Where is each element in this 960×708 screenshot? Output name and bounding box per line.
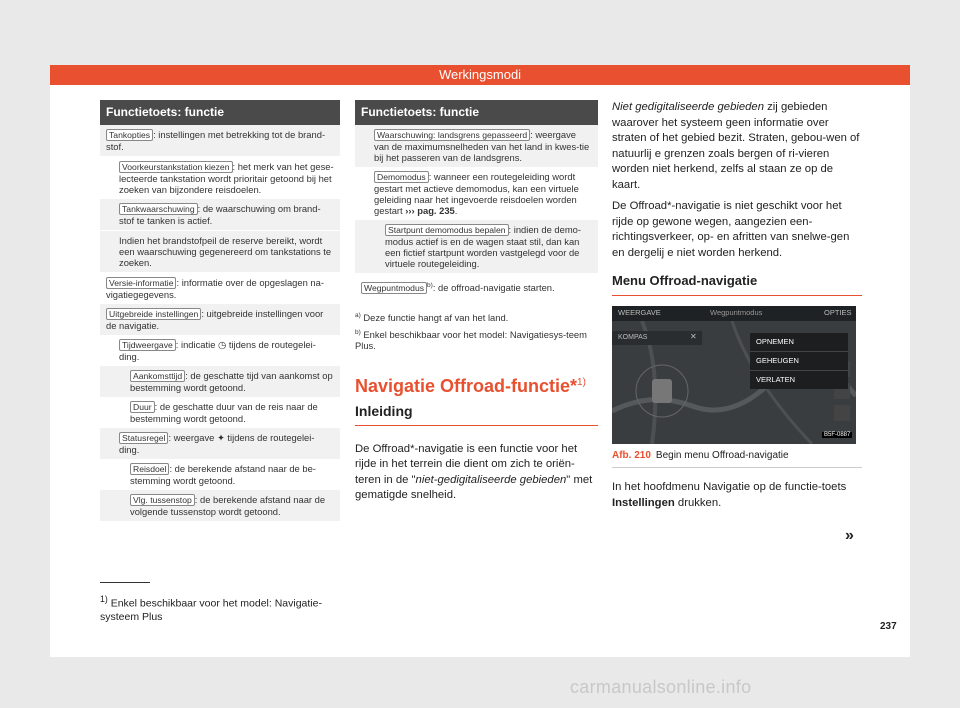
table-row: Reisdoel : de berekende afstand naar de be-stemming wordt getoond.: [130, 463, 316, 486]
function-key: Aankomsttijd: [130, 370, 185, 382]
function-key: Tankwaarschuwing: [119, 203, 198, 215]
close-icon[interactable]: ✕: [690, 332, 697, 341]
footnote: $^{1)}$ Enkel beschikbaar voor het model: Navigatie-systeem Plus: [100, 594, 322, 623]
table-note: $^{b)}$ Enkel beschikbaar voor het model: Navigatiesys-teem Plus.: [355, 328, 587, 352]
tab-opties[interactable]: OPTIES: [824, 308, 852, 317]
tab-wegpuntmodus: Wegpuntmodus: [710, 308, 763, 317]
clock-icon: ◷: [218, 339, 227, 350]
table-row: Aankomsttijd : de geschatte tijd van aankomst op bestemming wordt getoond.: [100, 366, 340, 397]
function-key: Voorkeurstankstation kiezen: [119, 161, 233, 173]
paragraph: Niet gedigitaliseerde gebieden zij gebieden waarover het systeem geen informatie over straten of het gebied bezit. Straten, gebou-wen of natuurlij e grenzen zoals bergen of ri-vieren worden niet herkend, zelfs al staan ze op de kaart.: [612, 101, 860, 191]
table-row: Tijdweergave : indicatie ◷ tijdens de routegelei-ding.: [119, 339, 316, 362]
footnote-divider: [100, 582, 150, 583]
function-key: Duur: [130, 401, 155, 413]
menu-heading: Menu Offroad-navigatie: [612, 273, 862, 296]
function-key: Wegpuntmodus: [361, 282, 427, 294]
compass-icon: ✦: [216, 432, 225, 443]
options-menu: [750, 333, 848, 389]
function-key: Demomodus: [374, 171, 429, 183]
function-key: Tankopties: [106, 129, 153, 141]
page-number: 237: [880, 621, 897, 632]
section-title: Navigatie Offroad-functie*$^{1)}$: [355, 375, 586, 396]
function-key: Tijdweergave: [119, 339, 176, 351]
function-key: Startpunt demomodus bepalen: [385, 224, 509, 236]
table-title: Functietoets: functie: [100, 100, 340, 125]
paragraph: In het hoofdmenu Navigatie op de functie-toets Instellingen drukken.: [612, 481, 847, 509]
subsection-title: Inleiding: [355, 403, 598, 426]
table-row: Tankwaarschuwing : de waarschuwing om brand-stof te tanken is actief.: [100, 199, 340, 230]
table-notes: [355, 310, 598, 352]
tab-weergave[interactable]: WEERGAVE: [618, 308, 661, 317]
figure-code: B5F-0887: [824, 432, 851, 438]
figure-caption: Afb. 210 Begin menu Offroad-navigatie: [612, 444, 862, 468]
section-header: Werkingsmodi: [50, 65, 910, 85]
text-column-3: [612, 100, 862, 517]
menu-item-opnemen[interactable]: OPNEMEN: [750, 333, 848, 352]
function-table-1: [100, 100, 340, 521]
table-row: Tankopties : instellingen met betrekking tot de brand-stof.: [100, 125, 340, 156]
kompas-label: KOMPAS: [618, 334, 648, 341]
function-key: Waarschuwing: landsgrens gepasseerd: [374, 129, 530, 141]
paragraph: De Offroad*-navigatie is niet geschikt voor het rijde op gewone wegen, aangezien een-richtingsverkeer, op- en afritten van snelwe-gen en dergelij e niet worden herkend.: [612, 200, 850, 259]
table-row: Duur : de geschatte duur van de reis naar de bestemming wordt getoond.: [130, 401, 318, 424]
table-row: Demomodus : wanneer een routegeleiding wordt gestart met actieve demomodus, kan een virtuele geleiding naar het ingevoerde reisdoelen worden gestart ››› pag. 235.: [374, 171, 579, 216]
table-row: Uitgebreide instellingen : uitgebreide instellingen voor de navigatie.: [100, 304, 340, 335]
table-row: Vlg. tussenstop : de berekende afstand naar de volgende tussenstop wordt getoond.: [100, 490, 340, 521]
figure-offroad-menu: [612, 306, 856, 444]
function-key: Versie-informatie: [106, 277, 176, 289]
table-row: Indien het brandstofpeil de reserve bereikt, wordt een waarschuwing gegenereerd om tankstations te zoeken.: [100, 230, 340, 272]
table-row: Statusregel : weergave ✦ tijdens de routegelei-ding.: [100, 428, 340, 459]
table-note: $^{a)}$ Deze functie hangt af van het land.: [355, 312, 509, 324]
page-reference[interactable]: ››› pag. 235: [405, 205, 455, 216]
table-row: Startpunt demomodus bepalen : indien de demo-modus actief is en de wagen staat stil, dan kan een fictief startpunt worden vastgelegd voor de virtuele routegeleiding.: [355, 220, 598, 273]
function-table-2: [355, 100, 598, 510]
table-row: Waarschuwing: landsgrens gepasseerd : weergave van de maximumsnelheden van het land in kwes-tie bij het passeren van de landsgrens.: [355, 125, 598, 167]
table-row: Versie-informatie : informatie over de opgeslagen na-vigatiegegevens.: [100, 272, 340, 304]
table-row: Wegpuntmodus $^{b)}$: de offroad-navigatie starten.: [355, 273, 598, 300]
function-key: Uitgebreide instellingen: [106, 308, 201, 320]
watermark: carmanualsonline.info: [570, 677, 752, 697]
table-row: Voorkeurstankstation kiezen : het merk van het gese-lecteerde tankstation wordt prioritair getoond bij het zoeken van bijzondere reisdoelen.: [100, 156, 340, 199]
menu-item-geheugen[interactable]: GEHEUGEN: [750, 352, 848, 371]
table-title: Functietoets: functie: [355, 100, 598, 125]
menu-item-verlaten[interactable]: VERLATEN: [756, 375, 796, 384]
function-key: Vlg. tussenstop: [130, 494, 195, 506]
function-key: Reisdoel: [130, 463, 169, 475]
function-key: Statusregel: [119, 432, 168, 444]
intro-paragraph: De Offroad*-navigatie is een functie voor het rijde in het terrein die dient om zich te oriën-teren in de "niet-gedigitaliseerde gebieden" met gematigde snelheid.: [355, 442, 593, 502]
continue-marker: »: [845, 527, 854, 544]
